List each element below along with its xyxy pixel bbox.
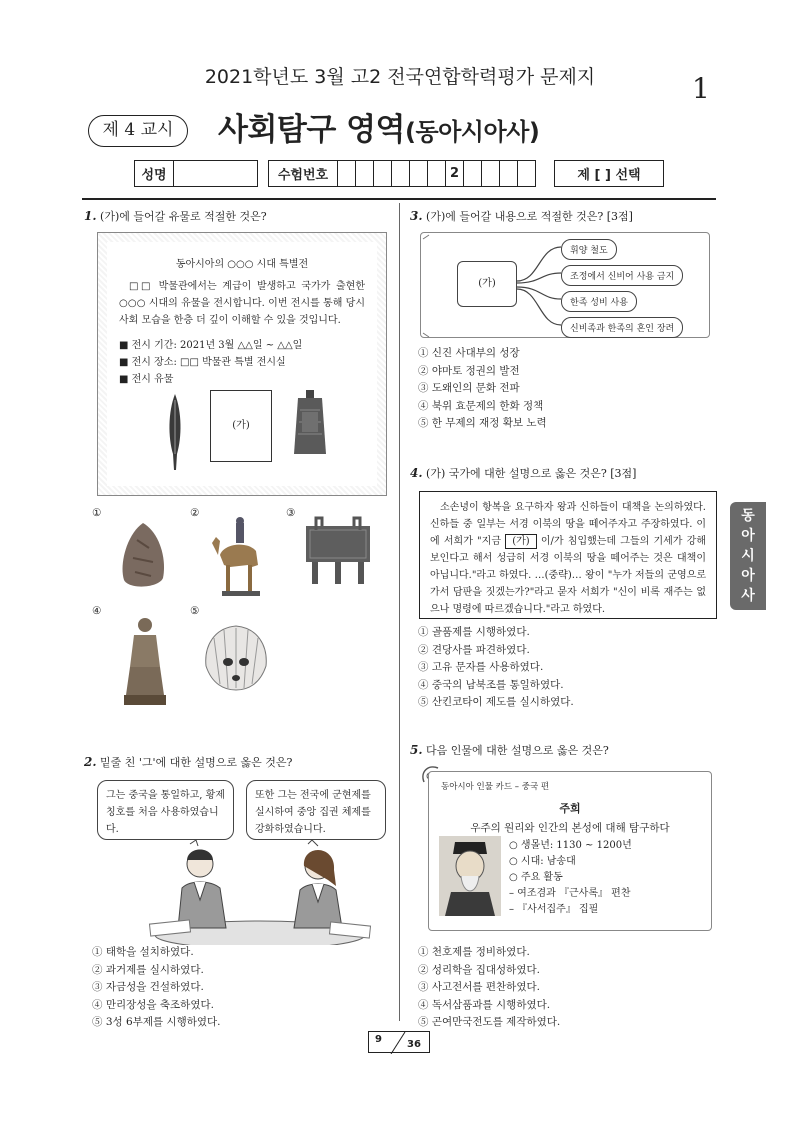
exhibit-list [119, 337, 365, 388]
person-card [428, 771, 712, 931]
period-badge: 제 4 교시 [88, 115, 188, 147]
q1-option-4-label[interactable]: ④ [92, 605, 102, 617]
exam-no-digit: 2 [446, 160, 464, 187]
q5-option-3[interactable]: ③ 사고전서를 편찬하였다. [418, 981, 540, 993]
q4-stem [410, 465, 636, 481]
terracotta-warrior-image[interactable] [120, 615, 170, 707]
scholar-portrait-image [439, 836, 501, 916]
q5-option-4[interactable]: ④ 독서삼품과를 시행하였다. [418, 998, 551, 1011]
exhibit-title: 동아시아의 ○○○ 시대 특별전 [175, 259, 309, 270]
q1-option-3-label[interactable]: ③ [286, 507, 296, 519]
q4-option-3[interactable]: ③ 고유 문자를 사용하였다. [418, 661, 544, 673]
q2-option-5[interactable]: ⑤ 3성 6부제를 시행하였다. [92, 1016, 221, 1028]
card-info-item: ○ 생몰년: 1130 ~ 1200년 [509, 840, 632, 851]
q2-option-4[interactable]: ④ 만리장성을 축조하였다. [92, 998, 214, 1011]
q1-ga-box: (가) [210, 390, 272, 462]
exhibit-list-item: ■ 전시 유물 [119, 374, 174, 385]
subject-sub: (동아시아사) [404, 118, 540, 146]
q5-option-1[interactable]: ① 천호제를 정비하였다. [418, 946, 530, 958]
mind-map-branch: 조정에서 신비어 사용 금지 [561, 265, 683, 286]
q2-option-1[interactable]: ① 태학을 설치하였다. [92, 946, 194, 958]
q2-text: 밑줄 친 '그'에 대한 설명으로 옳은 것은? [96, 756, 293, 769]
q2-option-2[interactable]: ② 과거제를 실시하였다. [92, 963, 204, 976]
q4-text: (가) 국가에 대한 설명으로 옳은 것은? [3점] [422, 467, 637, 480]
mind-map-center: (가) [457, 261, 517, 307]
q1-stem [84, 208, 267, 224]
q1-text: (가)에 들어갈 유물로 적절한 것은? [96, 210, 267, 223]
speech-bubble-left: 그는 중국을 통일하고, 황제 칭호를 처음 사용하였습니다. [97, 780, 234, 840]
card-info-item: ○ 시대: 남송대 [509, 856, 576, 867]
mind-map-branch: 휘양 철도 [561, 239, 617, 260]
q3-option-2[interactable]: ② 야마토 정권의 발전 [418, 364, 520, 377]
page-number: 1 [692, 72, 710, 105]
q1-number: 1. [84, 209, 97, 223]
side-tab-char: 동 [741, 508, 755, 524]
q1-option-1-label[interactable]: ① [92, 507, 102, 519]
exam-no-cell[interactable] [482, 160, 500, 187]
choice-label: 제 [ ] 선택 [554, 160, 664, 187]
q4-option-2[interactable]: ② 견당사를 파견하였다. [418, 643, 530, 656]
exam-no-label: 수험번호 [268, 160, 338, 187]
q1-option-5-label[interactable]: ⑤ [190, 605, 200, 617]
current-page: 9 [375, 1034, 382, 1045]
source-text-part: 이/가 침입했는데 그들의 기세가 강해보인다고 해서 성급히 서경 이북의 땅을 떼어주는 것은 대책이 아닙니다."라고 하였다. …(중략)… 왕이 "누가 저들의 군영으로 가서 담판을 짓겠는가?"라고 묻자 서희가 "신이 비록 재주는 없으나 명령에 따르겠습니다."라고 하였다. [430, 536, 706, 615]
hand-axe-image[interactable] [115, 520, 171, 592]
q5-stem [410, 742, 609, 758]
q4-option-5[interactable]: ⑤ 산킨코타이 제도를 실시하였다. [418, 696, 574, 708]
total-pages: 36 [407, 1039, 421, 1050]
source-ga-box: (가) [505, 534, 536, 549]
exam-no-cell[interactable] [518, 160, 536, 187]
exhibit-list-item: ■ 전시 장소: □□ 박물관 특별 전시실 [119, 357, 286, 368]
bronze-bell-image [290, 388, 330, 458]
card-info-item: – 『사서집주』 집필 [509, 904, 599, 915]
card-info-item: ○ 주요 활동 [509, 872, 563, 883]
q3-option-3[interactable]: ③ 도왜인의 문화 전파 [418, 382, 520, 394]
q5-number: 5. [410, 743, 423, 757]
subject-side-tab [730, 502, 766, 610]
q4-option-1[interactable]: ① 골품제를 시행하였다. [418, 626, 530, 638]
scallop-shell-mask-image[interactable] [202, 622, 270, 692]
card-subtitle: 우주의 원리와 인간의 본성에 대해 탐구하다 [470, 822, 670, 834]
exhibit-list-item: ■ 전시 기간: 2021년 3월 △△일 ~ △△일 [119, 340, 303, 351]
name-field[interactable] [174, 160, 258, 187]
page-counter [368, 1031, 430, 1053]
name-label: 성명 [134, 160, 174, 187]
source-text-part: 소손녕이 항복을 요구하자 왕과 신하들이 대책을 논의하였다. 신하들 중 일부는 서경 이북의 땅을 떼어주자고 주장하였다. 이에 서희가 "지금 [430, 502, 706, 547]
q5-option-5[interactable]: ⑤ 곤여만국전도를 제작하였다. [418, 1016, 561, 1028]
side-tab-char: 사 [741, 588, 755, 604]
q3-option-5[interactable]: ⑤ 한 무제의 재정 확보 노력 [418, 417, 547, 429]
q4-options [418, 624, 574, 712]
q2-number: 2. [84, 755, 97, 769]
header-rule [82, 198, 716, 200]
mind-map-branch: 한족 성비 사용 [561, 291, 637, 312]
exam-no-cell[interactable] [464, 160, 482, 187]
exam-no-cell[interactable] [374, 160, 392, 187]
card-info-item: – 여조겸과 『근사록』 편찬 [509, 888, 631, 899]
q1-option-2-label[interactable]: ② [190, 507, 200, 519]
exam-no-cell[interactable] [338, 160, 356, 187]
exam-no-cell[interactable] [356, 160, 374, 187]
q3-mind-map [420, 232, 710, 338]
q4-source-text [419, 491, 717, 619]
subject-title [218, 104, 539, 149]
bronze-cauldron-image[interactable] [302, 516, 374, 586]
q3-stem [410, 208, 633, 224]
q3-option-4[interactable]: ④ 북위 효문제의 한화 정책 [418, 399, 544, 412]
column-divider [399, 203, 400, 1021]
exam-no-cell[interactable] [410, 160, 428, 187]
card-info-list [509, 838, 632, 918]
q5-option-2[interactable]: ② 성리학을 집대성하였다. [418, 963, 540, 976]
exam-no-cell[interactable] [428, 160, 446, 187]
dagger-artifact-image [160, 392, 190, 472]
side-tab-char: 시 [741, 548, 755, 564]
exhibit-body: □□ 박물관에서는 계급이 발생하고 국가가 출현한 ○○○ 시대의 유물을 전시합니다. 이번 전시를 통해 당시 사회 모습을 한층 더 깊이 이해할 수 있을 것입니다. [119, 281, 365, 326]
side-tab-char: 아 [741, 568, 755, 584]
subject-main: 사회탐구 영역 [218, 112, 405, 148]
q5-text: 다음 인물에 대한 설명으로 옳은 것은? [422, 744, 609, 757]
mind-map-branch: 신비족과 한족의 혼인 장려 [561, 317, 683, 338]
speech-bubble-right: 또한 그는 전국에 군현제를 실시하여 중앙 집권 체제를 강화하였습니다. [246, 780, 386, 840]
q2-stem [84, 754, 292, 770]
q3-options [418, 345, 547, 433]
q3-text: (가)에 들어갈 내용으로 적절한 것은? [3점] [422, 210, 633, 223]
exam-title: 2021학년도 3월 고2 전국연합학력평가 문제지 [204, 66, 596, 88]
candidate-info-bar [134, 160, 664, 187]
q3-option-1[interactable]: ① 신진 사대부의 성장 [418, 347, 520, 359]
q4-number: 4. [410, 466, 423, 480]
exam-no-cell[interactable] [392, 160, 410, 187]
card-tag: 동아시아 인물 카드 – 중국 편 [441, 782, 550, 792]
tricolor-camel-figure-image[interactable] [208, 515, 268, 597]
card-name: 주희 [559, 802, 581, 815]
q5-options [418, 944, 560, 1032]
q2-option-3[interactable]: ③ 자금성을 건설하였다. [92, 981, 204, 993]
q3-number: 3. [410, 209, 423, 223]
side-tab-char: 아 [741, 528, 755, 544]
q4-option-4[interactable]: ④ 중국의 남북조를 통일하였다. [418, 678, 564, 691]
students-talking-illustration [130, 840, 380, 945]
exam-no-cell[interactable] [500, 160, 518, 187]
q2-options [92, 944, 221, 1032]
